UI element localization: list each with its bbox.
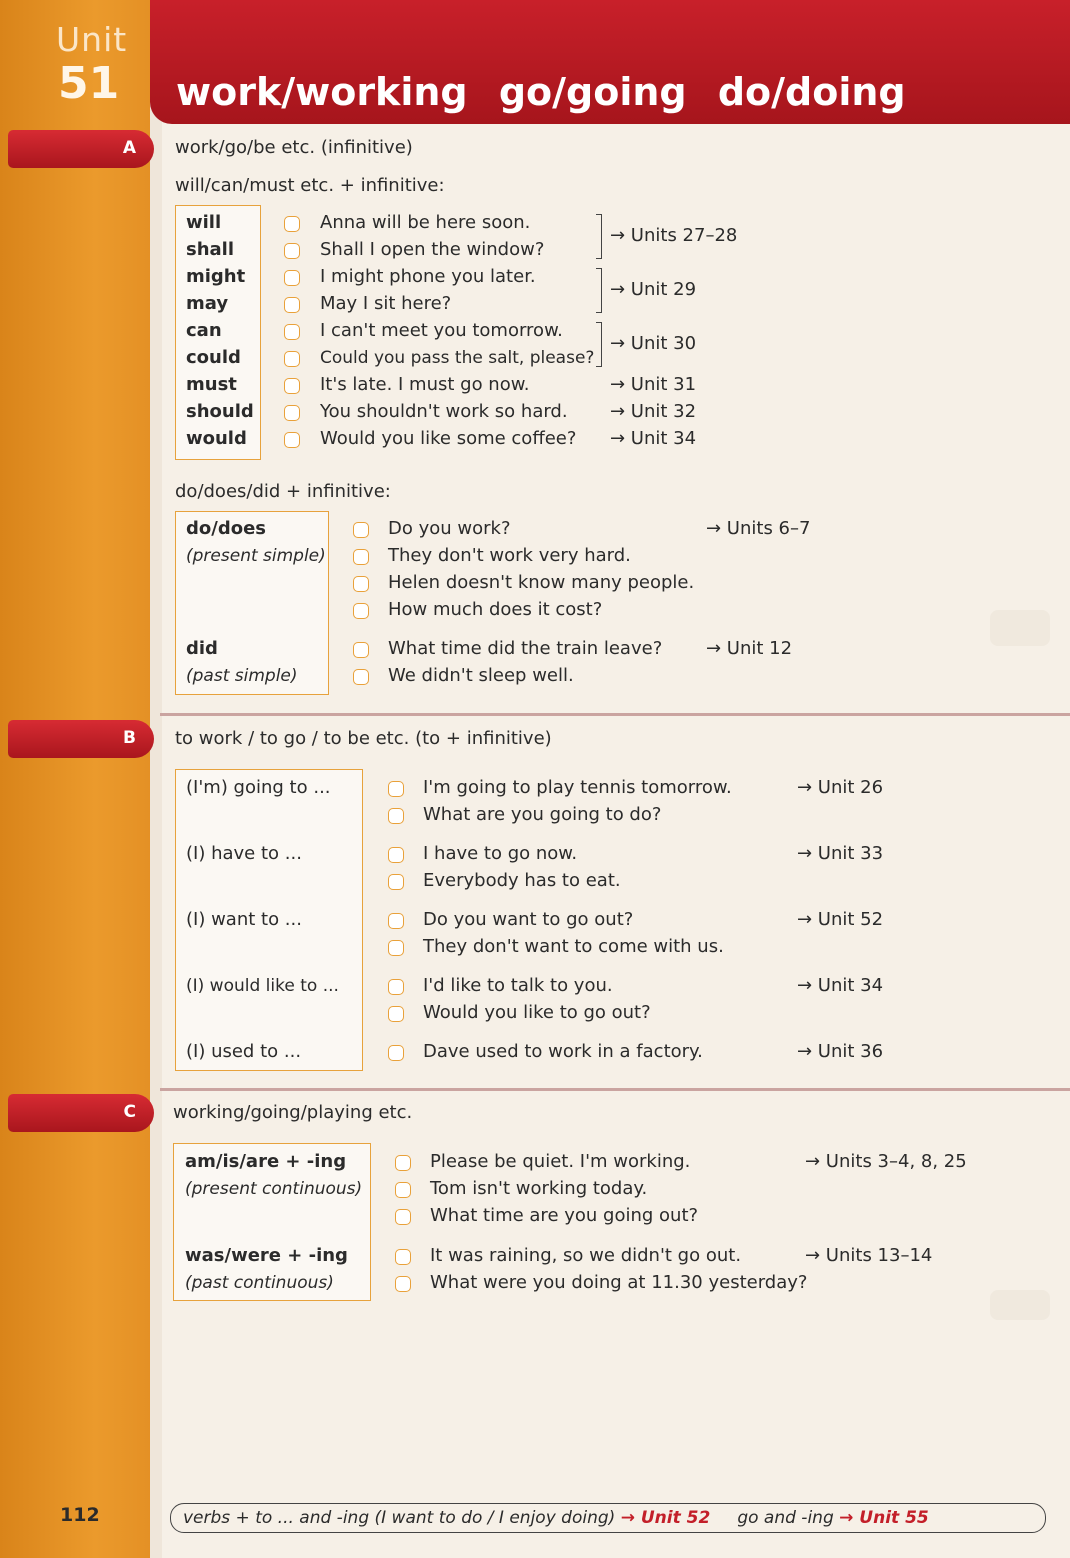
unit-reference[interactable]: → Unit 36: [797, 1041, 884, 1062]
example-sentence: We didn't sleep well.: [388, 665, 574, 686]
example-sentence: Dave used to work in a factory.: [423, 1041, 703, 1062]
checkbox[interactable]: [284, 216, 300, 232]
modal-word: should: [186, 401, 254, 422]
checkbox[interactable]: [388, 847, 404, 863]
unit-reference[interactable]: → Unit 52: [797, 909, 884, 930]
form-label: (I) have to ...: [186, 843, 302, 864]
section-divider: [160, 713, 1070, 716]
checkbox[interactable]: [284, 324, 300, 340]
unit-reference[interactable]: → Unit 31: [610, 374, 697, 395]
form-label: (I) would like to ...: [186, 976, 339, 996]
page-title: work/working go/going do/doing: [176, 70, 906, 114]
example-sentence: How much does it cost?: [388, 599, 603, 620]
checkbox[interactable]: [284, 297, 300, 313]
unit-reference[interactable]: → Unit 33: [797, 843, 884, 864]
checkbox[interactable]: [284, 378, 300, 394]
checkbox[interactable]: [388, 808, 404, 824]
checkbox[interactable]: [388, 874, 404, 890]
do-subheading: do/does/did + infinitive:: [175, 481, 391, 502]
modal-word: could: [186, 347, 241, 368]
checkbox[interactable]: [353, 522, 369, 538]
unit-reference[interactable]: → Unit 12: [706, 638, 793, 659]
modal-word: can: [186, 320, 222, 341]
modal-word: will: [186, 212, 222, 233]
form-label: am/is/are + -ing: [185, 1151, 347, 1172]
example-sentence: What were you doing at 11.30 yesterday?: [430, 1272, 808, 1293]
checkbox[interactable]: [388, 979, 404, 995]
cross-reference-bar: [170, 1503, 1046, 1533]
checkbox[interactable]: [284, 243, 300, 259]
example-sentence: May I sit here?: [320, 293, 452, 314]
form-label: was/were + -ing: [185, 1245, 348, 1266]
form-note: (past continuous): [185, 1273, 334, 1293]
unit-reference[interactable]: → Unit 34: [610, 428, 697, 449]
watermark: [990, 610, 1050, 646]
example-sentence: What time are you going out?: [430, 1205, 699, 1226]
page-number: 112: [60, 1504, 100, 1526]
checkbox[interactable]: [395, 1249, 411, 1265]
unit-reference[interactable]: → Unit 26: [797, 777, 884, 798]
form-label: do/does: [186, 518, 266, 539]
section-divider: [160, 1088, 1070, 1091]
form-label: did: [186, 638, 218, 659]
checkbox[interactable]: [395, 1209, 411, 1225]
checkbox[interactable]: [353, 549, 369, 565]
section-tab-b: B: [8, 720, 154, 758]
example-sentence: I have to go now.: [423, 843, 578, 864]
section-tab-c: C: [8, 1094, 154, 1132]
section-b-heading: to work / to go / to be etc. (to + infinitive): [175, 728, 552, 749]
unit-reference[interactable]: → Units 27–28: [610, 225, 738, 246]
form-label: (I'm) going to ...: [186, 777, 331, 798]
footer-link-unit-52[interactable]: → Unit 52: [620, 1508, 711, 1528]
unit-reference[interactable]: → Unit 29: [610, 279, 697, 300]
unit-label: Unit: [56, 20, 128, 59]
side-edge: [150, 0, 162, 1558]
checkbox[interactable]: [395, 1155, 411, 1171]
example-sentence: They don't work very hard.: [388, 545, 631, 566]
modal-word: shall: [186, 239, 235, 260]
unit-reference[interactable]: → Units 3–4, 8, 25: [805, 1151, 967, 1172]
bracket: [596, 322, 602, 367]
example-sentence: You shouldn't work so hard.: [320, 401, 568, 422]
footer-link-unit-55[interactable]: → Unit 55: [839, 1508, 929, 1528]
example-sentence: I'm going to play tennis tomorrow.: [423, 777, 732, 798]
form-note: (present simple): [186, 546, 326, 566]
checkbox[interactable]: [395, 1182, 411, 1198]
checkbox[interactable]: [284, 432, 300, 448]
form-note: (past simple): [186, 666, 298, 686]
checkbox[interactable]: [395, 1276, 411, 1292]
section-c-heading: working/going/playing etc.: [173, 1102, 413, 1123]
bracket: [596, 214, 602, 259]
example-sentence: Would you like to go out?: [423, 1002, 651, 1023]
form-label: (I) used to ...: [186, 1041, 302, 1062]
example-sentence: They don't want to come with us.: [423, 936, 724, 957]
checkbox[interactable]: [353, 603, 369, 619]
unit-reference[interactable]: → Units 13–14: [805, 1245, 933, 1266]
unit-reference[interactable]: → Unit 30: [610, 333, 697, 354]
checkbox[interactable]: [388, 781, 404, 797]
modal-word: may: [186, 293, 229, 314]
checkbox[interactable]: [388, 940, 404, 956]
example-sentence: Do you work?: [388, 518, 511, 539]
example-sentence: It was raining, so we didn't go out.: [430, 1245, 742, 1266]
checkbox[interactable]: [353, 642, 369, 658]
checkbox[interactable]: [353, 576, 369, 592]
section-a-heading: work/go/be etc. (infinitive): [175, 137, 413, 158]
unit-number: 51: [58, 58, 120, 109]
modal-word: would: [186, 428, 247, 449]
checkbox[interactable]: [284, 405, 300, 421]
example-sentence: Tom isn't working today.: [430, 1178, 648, 1199]
example-sentence: Do you want to go out?: [423, 909, 634, 930]
example-sentence: Everybody has to eat.: [423, 870, 621, 891]
checkbox[interactable]: [388, 1006, 404, 1022]
unit-reference[interactable]: → Unit 34: [797, 975, 884, 996]
modal-word: must: [186, 374, 237, 395]
checkbox[interactable]: [284, 351, 300, 367]
checkbox[interactable]: [353, 669, 369, 685]
example-sentence: Anna will be here soon.: [320, 212, 531, 233]
example-sentence: I might phone you later.: [320, 266, 536, 287]
form-note: (present continuous): [185, 1179, 363, 1199]
bracket: [596, 268, 602, 313]
modal-subheading: will/can/must etc. + infinitive:: [175, 175, 445, 196]
modal-word: might: [186, 266, 246, 287]
example-sentence: What are you going to do?: [423, 804, 662, 825]
form-label: (I) want to ...: [186, 909, 302, 930]
example-sentence: I'd like to talk to you.: [423, 975, 613, 996]
footer-text: go and -ing: [737, 1508, 840, 1528]
example-sentence: What time did the train leave?: [388, 638, 663, 659]
example-sentence: Shall I open the window?: [320, 239, 545, 260]
example-sentence: Would you like some coffee?: [320, 428, 577, 449]
unit-reference[interactable]: → Units 6–7: [706, 518, 811, 539]
checkbox[interactable]: [284, 270, 300, 286]
checkbox[interactable]: [388, 1045, 404, 1061]
example-sentence: It's late. I must go now.: [320, 374, 530, 395]
watermark: [990, 1290, 1050, 1320]
example-sentence: Helen doesn't know many people.: [388, 572, 695, 593]
section-tab-a: A: [8, 130, 154, 168]
side-band: [0, 0, 158, 1558]
unit-reference[interactable]: → Unit 32: [610, 401, 697, 422]
example-sentence: Could you pass the salt, please?: [320, 348, 595, 368]
checkbox[interactable]: [388, 913, 404, 929]
footer-text: verbs + to ... and -ing (I want to do / I enjoy doing): [183, 1508, 621, 1528]
example-sentence: Please be quiet. I'm working.: [430, 1151, 691, 1172]
example-sentence: I can't meet you tomorrow.: [320, 320, 563, 341]
